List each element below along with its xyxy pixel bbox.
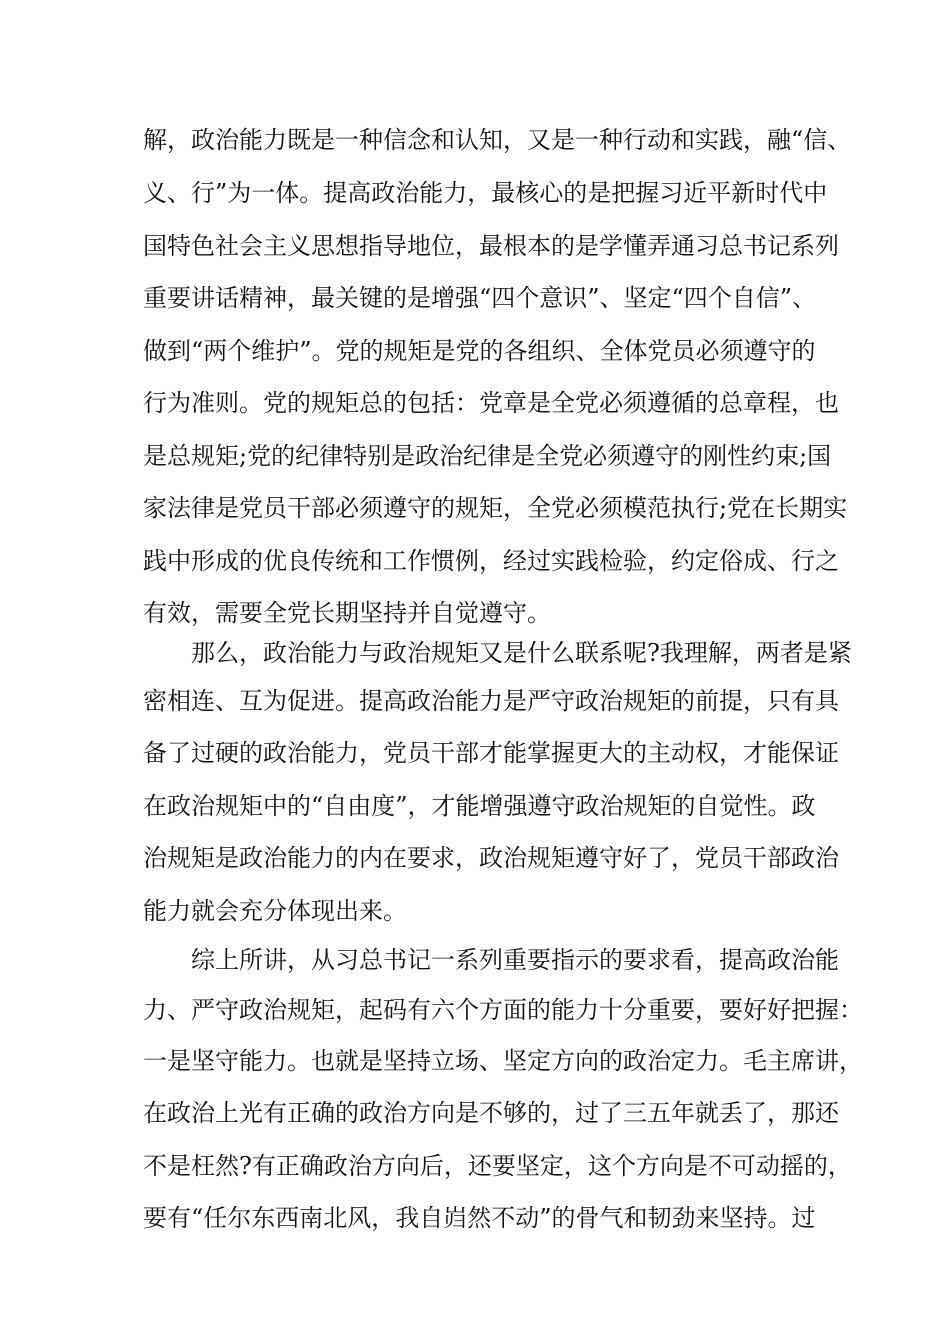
text-line: 行为准则。党的规矩总的包括：党章是全党必须遵循的总章程，也 bbox=[143, 389, 839, 417]
text-line: 是总规矩;党的纪律特别是政治纪律是全党必须遵守的刚性约束;国 bbox=[143, 442, 832, 470]
text-line: 密相连、互为促进。提高政治能力是严守政治规矩的前提，只有具 bbox=[143, 687, 839, 715]
text-line: 做到“两个维护”。党的规矩是党的各组织、全体党员必须遵守的 bbox=[143, 337, 816, 365]
text-line: 家法律是党员干部必须遵守的规矩，全党必须模范执行;党在长期实 bbox=[143, 494, 848, 522]
text-line: 重要讲话精神，最关键的是增强“四个意识”、坚定“四个自信”、 bbox=[143, 284, 817, 312]
text-line: 能力就会充分体现出来。 bbox=[143, 897, 407, 925]
text-line: 力、严守政治规矩，起码有六个方面的能力十分重要，要好好把握： bbox=[143, 996, 863, 1024]
text-line: 解，政治能力既是一种信念和认知，又是一种行动和实践，融“信、 bbox=[143, 126, 852, 154]
text-line: 备了过硬的政治能力，党员干部才能掌握更大的主动权，才能保证 bbox=[143, 739, 839, 767]
text-line: 要有“任尔东西南北风，我自岿然不动”的骨气和韧劲来坚持。过 bbox=[143, 1204, 816, 1232]
text-line: 在政治规矩中的“自由度”，才能增强遵守政治规矩的自觉性。政 bbox=[143, 792, 816, 820]
text-line: 有效，需要全党长期坚持并自觉遵守。 bbox=[143, 599, 551, 627]
text-line: 义、行”为一体。提高政治能力，最核心的是把握习近平新时代中 bbox=[143, 179, 828, 207]
text-line: 不是枉然?有正确政治方向后，还要坚定，这个方向是不可动摇的， bbox=[143, 1152, 852, 1180]
text-line: 国特色社会主义思想指导地位，最根本的是学懂弄通习总书记系列 bbox=[143, 232, 839, 260]
text-line: 一是坚守能力。也就是坚持立场、坚定方向的政治定力。毛主席讲， bbox=[143, 1047, 863, 1075]
text-line: 在政治上光有正确的政治方向是不够的，过了三五年就丢了，那还 bbox=[143, 1099, 839, 1127]
text-line: 治规矩是政治能力的内在要求，政治规矩遵守好了，党员干部政治 bbox=[143, 844, 839, 872]
paragraph-first-line: 综上所讲，从习总书记一系列重要指示的要求看，提高政治能 bbox=[191, 946, 839, 974]
paragraph-first-line: 那么，政治能力与政治规矩又是什么联系呢?我理解，两者是紧 bbox=[191, 639, 852, 667]
text-line: 践中形成的优良传统和工作惯例，经过实践检验，约定俗成、行之 bbox=[143, 547, 839, 575]
